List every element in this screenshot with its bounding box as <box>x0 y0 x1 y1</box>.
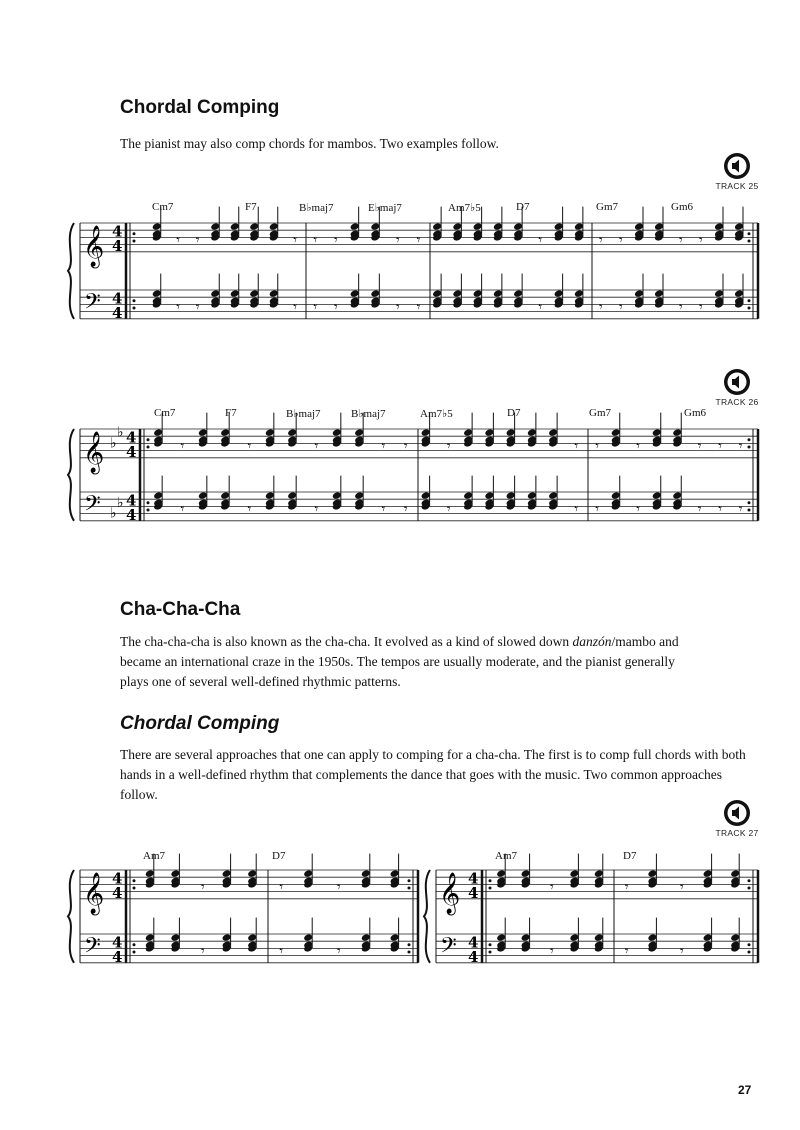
note-head <box>421 491 431 500</box>
note-head <box>432 289 442 298</box>
eighth-rest: 𝄾 <box>180 501 185 518</box>
note-head <box>513 289 523 298</box>
note-head <box>265 428 275 437</box>
eighth-rest: 𝄾 <box>738 501 743 518</box>
note-head <box>361 869 371 878</box>
note-head <box>521 869 531 878</box>
time-signature-digit: 4 <box>468 883 479 902</box>
eighth-rest: 𝄾 <box>697 438 702 455</box>
note-head <box>484 491 494 500</box>
chord-symbol: F7 <box>245 201 257 213</box>
note-head <box>496 869 506 878</box>
repeat-dot <box>748 887 751 890</box>
note-head <box>198 491 208 500</box>
note-head <box>332 428 342 437</box>
repeat-dot <box>133 879 136 882</box>
eighth-rest: 𝄾 <box>293 232 297 249</box>
repeat-dot <box>489 887 492 890</box>
note-head <box>370 289 380 298</box>
bass-clef: 𝄢 <box>84 933 101 964</box>
note-head <box>287 428 297 437</box>
eighth-rest: 𝄾 <box>619 232 623 249</box>
track-26-label: TRACK 26 <box>715 397 759 407</box>
system-brace <box>68 429 74 521</box>
eighth-rest: 𝄾 <box>446 438 451 455</box>
note-head <box>210 289 220 298</box>
eighth-rest: 𝄾 <box>396 232 400 249</box>
note-head <box>527 428 537 437</box>
chord-symbol: B♭maj7 <box>286 408 321 420</box>
system-brace <box>68 870 74 963</box>
eighth-rest: 𝄾 <box>599 299 603 316</box>
note-head <box>153 428 163 437</box>
repeat-dot <box>408 879 411 882</box>
note-head <box>303 933 313 942</box>
eighth-rest: 𝄾 <box>176 299 180 316</box>
eighth-rest: 𝄾 <box>550 879 554 896</box>
eighth-rest: 𝄾 <box>314 438 319 455</box>
note-head <box>354 428 364 437</box>
note-head <box>703 933 713 942</box>
note-head <box>654 222 664 231</box>
chord-symbol: D7 <box>516 201 530 213</box>
eighth-rest: 𝄾 <box>396 299 400 316</box>
repeat-dot <box>133 240 136 243</box>
note-head <box>222 869 232 878</box>
page-number: 27 <box>738 1083 752 1097</box>
note-head <box>527 491 537 500</box>
key-flat: ♭ <box>110 505 117 522</box>
note-head <box>493 222 503 231</box>
eighth-rest: 𝄾 <box>738 438 743 455</box>
note-head <box>152 289 162 298</box>
repeat-dot <box>748 879 751 882</box>
note-head <box>714 289 724 298</box>
note-head <box>247 933 257 942</box>
eighth-rest: 𝄾 <box>403 501 408 518</box>
chord-symbol: B♭maj7 <box>299 202 334 214</box>
note-head <box>249 289 259 298</box>
note-head <box>265 491 275 500</box>
note-head <box>569 933 579 942</box>
note-head <box>170 933 180 942</box>
eighth-rest: 𝄾 <box>718 501 722 518</box>
note-head <box>473 289 483 298</box>
eighth-rest: 𝄾 <box>314 501 319 518</box>
note-head <box>247 869 257 878</box>
repeat-dot <box>147 438 150 441</box>
repeat-dot <box>748 446 751 449</box>
bass-clef: 𝄢 <box>84 289 101 320</box>
note-head <box>652 491 662 500</box>
note-head <box>654 289 664 298</box>
repeat-dot <box>748 307 751 310</box>
chord-symbol: F7 <box>225 407 237 419</box>
note-head <box>230 222 240 231</box>
time-signature-digit: 4 <box>126 428 137 447</box>
chord-symbol: Gm6 <box>684 407 706 419</box>
eighth-rest: 𝄾 <box>679 299 683 316</box>
note-head <box>350 289 360 298</box>
track-25-label: TRACK 25 <box>715 181 759 191</box>
repeat-dot <box>147 446 150 449</box>
note-head <box>269 289 279 298</box>
note-head <box>714 222 724 231</box>
eighth-rest: 𝄾 <box>416 299 421 316</box>
repeat-dot <box>748 501 751 504</box>
time-signature-digit: 4 <box>468 869 479 888</box>
time-signature-digit: 4 <box>112 883 123 902</box>
note-head <box>730 933 740 942</box>
chord-symbol: E♭maj7 <box>368 202 402 214</box>
note-head <box>647 933 657 942</box>
eighth-rest: 𝄾 <box>636 438 640 455</box>
repeat-dot <box>133 943 136 946</box>
eighth-rest: 𝄾 <box>313 232 318 249</box>
eighth-rest: 𝄾 <box>595 501 599 518</box>
note-head <box>198 428 208 437</box>
eighth-rest: 𝄾 <box>334 299 338 316</box>
time-signature-digit: 4 <box>112 947 123 966</box>
note-head <box>354 491 364 500</box>
note-head <box>594 869 604 878</box>
note-head <box>463 491 473 500</box>
eighth-rest: 𝄾 <box>279 943 284 960</box>
note-head <box>332 491 342 500</box>
note-head <box>153 491 163 500</box>
treble-clef: 𝄞 <box>83 872 105 914</box>
repeat-dot <box>133 887 136 890</box>
chord-symbol: Cm7 <box>152 201 174 213</box>
note-head <box>390 869 400 878</box>
chord-symbol: D7 <box>507 407 521 419</box>
note-head <box>594 933 604 942</box>
note-head <box>230 289 240 298</box>
cha-cha-text-2: /mambo and became an international craze in the 1950s. The tempos are usually moderate, and the pianist generally plays one of several well-defined rhythmic patterns. <box>120 634 679 689</box>
eighth-rest: 𝄾 <box>679 232 683 249</box>
time-signature-digit: 4 <box>468 947 479 966</box>
chord-symbol: Gm7 <box>589 407 611 419</box>
eighth-rest: 𝄾 <box>619 299 623 316</box>
note-head <box>569 869 579 878</box>
eighth-rest: 𝄾 <box>195 299 200 316</box>
bass-clef: 𝄢 <box>84 491 101 522</box>
eighth-rest: 𝄾 <box>247 501 252 518</box>
chord-symbol: Gm6 <box>671 201 693 213</box>
eighth-rest: 𝄾 <box>624 943 629 960</box>
note-head <box>652 428 662 437</box>
note-head <box>634 222 644 231</box>
eighth-rest: 𝄾 <box>195 232 200 249</box>
eighth-rest: 𝄾 <box>381 438 386 455</box>
note-head <box>634 289 644 298</box>
note-head <box>350 222 360 231</box>
eighth-rest: 𝄾 <box>381 501 386 518</box>
note-head <box>554 222 564 231</box>
eighth-rest: 𝄾 <box>313 299 318 316</box>
note-head <box>145 933 155 942</box>
time-signature-digit: 4 <box>112 289 123 308</box>
note-head <box>734 289 744 298</box>
eighth-rest: 𝄾 <box>279 879 284 896</box>
repeat-dot <box>408 943 411 946</box>
repeat-dot <box>748 951 751 954</box>
eighth-rest: 𝄾 <box>636 501 640 518</box>
treble-clef: 𝄞 <box>83 225 105 267</box>
eighth-rest: 𝄾 <box>176 232 180 249</box>
bass-clef: 𝄢 <box>440 933 457 964</box>
note-head <box>152 222 162 231</box>
note-head <box>463 428 473 437</box>
eighth-rest: 𝄾 <box>624 879 629 896</box>
eighth-rest: 𝄾 <box>599 232 603 249</box>
note-head <box>647 869 657 878</box>
note-head <box>210 222 220 231</box>
eighth-rest: 𝄾 <box>595 438 599 455</box>
repeat-dot <box>489 943 492 946</box>
track-27-label: TRACK 27 <box>715 828 759 838</box>
chord-symbol: D7 <box>623 850 637 862</box>
note-head <box>269 222 279 231</box>
chord-symbol: Cm7 <box>154 407 176 419</box>
chord-symbol: Am7 <box>495 850 517 862</box>
repeat-dot <box>133 307 136 310</box>
note-head <box>574 222 584 231</box>
note-head <box>506 491 516 500</box>
note-head <box>452 222 462 231</box>
chord-symbol: Am7 <box>143 850 165 862</box>
time-signature-digit: 4 <box>468 933 479 952</box>
note-head <box>611 428 621 437</box>
time-signature-digit: 4 <box>112 236 123 255</box>
repeat-dot <box>489 951 492 954</box>
note-head <box>390 933 400 942</box>
eighth-rest: 𝄾 <box>293 299 297 316</box>
system-brace <box>68 223 74 319</box>
repeat-dot <box>748 299 751 302</box>
note-head <box>506 428 516 437</box>
note-head <box>432 222 442 231</box>
note-head <box>145 869 155 878</box>
time-signature-digit: 4 <box>112 222 123 241</box>
eighth-rest: 𝄾 <box>574 438 579 455</box>
repeat-dot <box>748 943 751 946</box>
note-head <box>287 491 297 500</box>
eighth-rest: 𝄾 <box>201 879 205 896</box>
note-head <box>249 222 259 231</box>
chord-symbol: Am7♭5 <box>420 408 453 420</box>
eighth-rest: 𝄾 <box>697 501 702 518</box>
repeat-dot <box>147 501 150 504</box>
eighth-rest: 𝄾 <box>699 299 703 316</box>
repeat-dot <box>489 879 492 882</box>
section-title-chordal-comping: Chordal Comping <box>120 97 280 118</box>
note-head <box>220 428 230 437</box>
note-head <box>473 222 483 231</box>
eighth-rest: 𝄾 <box>247 438 252 455</box>
eighth-rest: 𝄾 <box>699 232 703 249</box>
time-signature-digit: 4 <box>112 303 123 322</box>
eighth-rest: 𝄾 <box>538 232 543 249</box>
repeat-dot <box>133 232 136 235</box>
note-head <box>222 933 232 942</box>
repeat-dot <box>748 509 751 512</box>
note-head <box>484 428 494 437</box>
note-head <box>672 428 682 437</box>
note-head <box>220 491 230 500</box>
system-brace <box>424 870 430 963</box>
repeat-dot <box>133 299 136 302</box>
chord-symbol: D7 <box>272 850 286 862</box>
cha-cha-comping-text: There are several approaches that one can apply to comping for a cha-cha. The first is to comp full chords with both hands in a well-defined rhythm that complements the dance that goes with the music. Two common approaches follow. <box>120 747 746 802</box>
cha-cha-text-1: The cha-cha-cha is also known as the cha-cha. It evolved as a kind of slowed down <box>120 634 573 649</box>
section-title-cha-cha-cha: Cha-Cha-Cha <box>120 599 241 620</box>
eighth-rest: 𝄾 <box>718 438 722 455</box>
note-head <box>703 869 713 878</box>
note-head <box>521 933 531 942</box>
repeat-dot <box>748 232 751 235</box>
note-head <box>730 869 740 878</box>
note-head <box>303 869 313 878</box>
note-head <box>554 289 564 298</box>
cha-cha-text-em: danzón <box>572 634 612 649</box>
treble-clef: 𝄞 <box>83 431 105 473</box>
eighth-rest: 𝄾 <box>416 232 421 249</box>
repeat-dot <box>408 951 411 954</box>
note-head <box>496 933 506 942</box>
eighth-rest: 𝄾 <box>337 879 341 896</box>
eighth-rest: 𝄾 <box>550 943 554 960</box>
treble-clef: 𝄞 <box>439 872 461 914</box>
key-flat: ♭ <box>110 435 117 452</box>
time-signature-digit: 4 <box>126 491 137 510</box>
intro-text: The pianist may also comp chords for mambos. Two examples follow. <box>120 136 499 151</box>
eighth-rest: 𝄾 <box>403 438 408 455</box>
note-head <box>672 491 682 500</box>
time-signature-digit: 4 <box>112 869 123 888</box>
eighth-rest: 𝄾 <box>334 232 338 249</box>
eighth-rest: 𝄾 <box>538 299 543 316</box>
subsection-title-chordal-comping: Chordal Comping <box>120 713 280 734</box>
time-signature-digit: 4 <box>112 933 123 952</box>
repeat-dot <box>147 509 150 512</box>
note-head <box>370 222 380 231</box>
key-flat: ♭ <box>117 424 124 441</box>
note-head <box>513 222 523 231</box>
eighth-rest: 𝄾 <box>680 943 684 960</box>
time-signature-digit: 4 <box>126 442 137 461</box>
note-head <box>361 933 371 942</box>
eighth-rest: 𝄾 <box>446 501 451 518</box>
note-head <box>574 289 584 298</box>
eighth-rest: 𝄾 <box>337 943 341 960</box>
note-head <box>548 491 558 500</box>
eighth-rest: 𝄾 <box>180 438 185 455</box>
chord-symbol: Gm7 <box>596 201 618 213</box>
repeat-dot <box>408 887 411 890</box>
note-head <box>421 428 431 437</box>
note-head <box>548 428 558 437</box>
note-head <box>170 869 180 878</box>
repeat-dot <box>748 438 751 441</box>
note-head <box>493 289 503 298</box>
chord-symbol: Am7♭5 <box>448 202 481 214</box>
repeat-dot <box>133 951 136 954</box>
eighth-rest: 𝄾 <box>680 879 684 896</box>
repeat-dot <box>748 240 751 243</box>
time-signature-digit: 4 <box>126 505 137 524</box>
eighth-rest: 𝄾 <box>574 501 579 518</box>
note-head <box>734 222 744 231</box>
note-head <box>611 491 621 500</box>
eighth-rest: 𝄾 <box>201 943 205 960</box>
chord-symbol: B♭maj7 <box>351 408 386 420</box>
note-head <box>452 289 462 298</box>
key-flat: ♭ <box>117 494 124 511</box>
